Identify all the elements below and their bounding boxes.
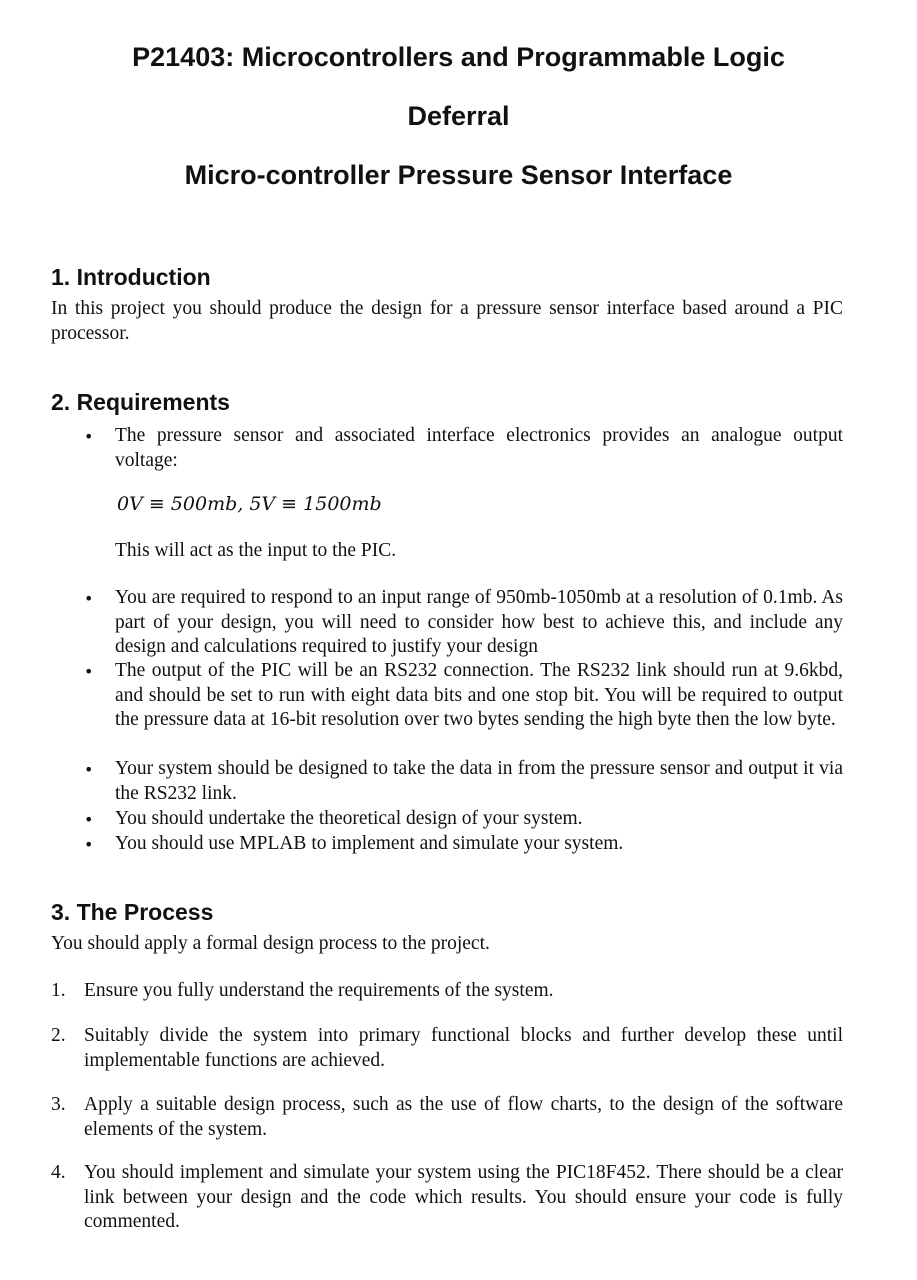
bullet-icon: • bbox=[84, 835, 94, 854]
process-heading: 3. The Process bbox=[51, 899, 214, 925]
bullet-icon: • bbox=[84, 589, 94, 608]
step-number: 1. bbox=[51, 980, 66, 1001]
bullet-icon: • bbox=[84, 760, 94, 779]
document-type-title: Deferral bbox=[407, 101, 510, 131]
requirement-item: The output of the PIC will be an RS232 connection. The RS232 link should run at 9.6kbd, and should be set to run with eight data bits and one stop bit. You will be required to output the pressure data at 16-bit resolution over two bytes sending the high byte then the low byte. bbox=[115, 660, 843, 730]
bullet-icon: • bbox=[84, 810, 94, 829]
project-title: Micro-controller Pressure Sensor Interface bbox=[184, 160, 733, 190]
requirement-item: You are required to respond to an input range of 950mb-1050mb at a resolution of 0.1mb. As part of your design, you will need to consider how best to achieve this, and include any design and calculations required to justify your design bbox=[115, 587, 843, 657]
bullet-icon: • bbox=[84, 662, 94, 681]
requirements-heading: 2. Requirements bbox=[51, 389, 230, 415]
course-title: P21403: Microcontrollers and Programmable Logic bbox=[132, 42, 785, 72]
introduction-text: In this project you should produce the design for a pressure sensor interface based around a PIC processor. bbox=[51, 298, 843, 344]
process-step: Ensure you fully understand the requirements of the system. bbox=[84, 980, 554, 1001]
process-step: You should implement and simulate your system using the PIC18F452. There should be a clear link between your design and the code which results. You should ensure your code is fully commented. bbox=[84, 1162, 843, 1232]
requirement-item: Your system should be designed to take the data in from the pressure sensor and output it via the RS232 link. bbox=[115, 758, 843, 804]
requirement-item: The pressure sensor and associated interface electronics provides an analogue output voltage: bbox=[115, 425, 843, 471]
step-number: 2. bbox=[51, 1025, 66, 1046]
requirement-item: You should use MPLAB to implement and simulate your system. bbox=[115, 833, 624, 854]
process-intro: You should apply a formal design process to the project. bbox=[51, 933, 490, 954]
step-number: 3. bbox=[51, 1094, 66, 1115]
step-number: 4. bbox=[51, 1162, 66, 1183]
bullet-icon: • bbox=[84, 427, 94, 446]
requirement-item: You should undertake the theoretical design of your system. bbox=[115, 808, 583, 829]
introduction-heading: 1. Introduction bbox=[51, 264, 211, 290]
process-step: Suitably divide the system into primary functional blocks and further develop these until implementable functions are achieved. bbox=[84, 1025, 843, 1071]
requirement-note: This will act as the input to the PIC. bbox=[115, 540, 397, 561]
voltage-mapping-formula: 0V ≡ 500mb, 5V ≡ 1500mb bbox=[117, 493, 382, 515]
process-step: Apply a suitable design process, such as the use of flow charts, to the design of the software elements of the system. bbox=[84, 1094, 843, 1140]
